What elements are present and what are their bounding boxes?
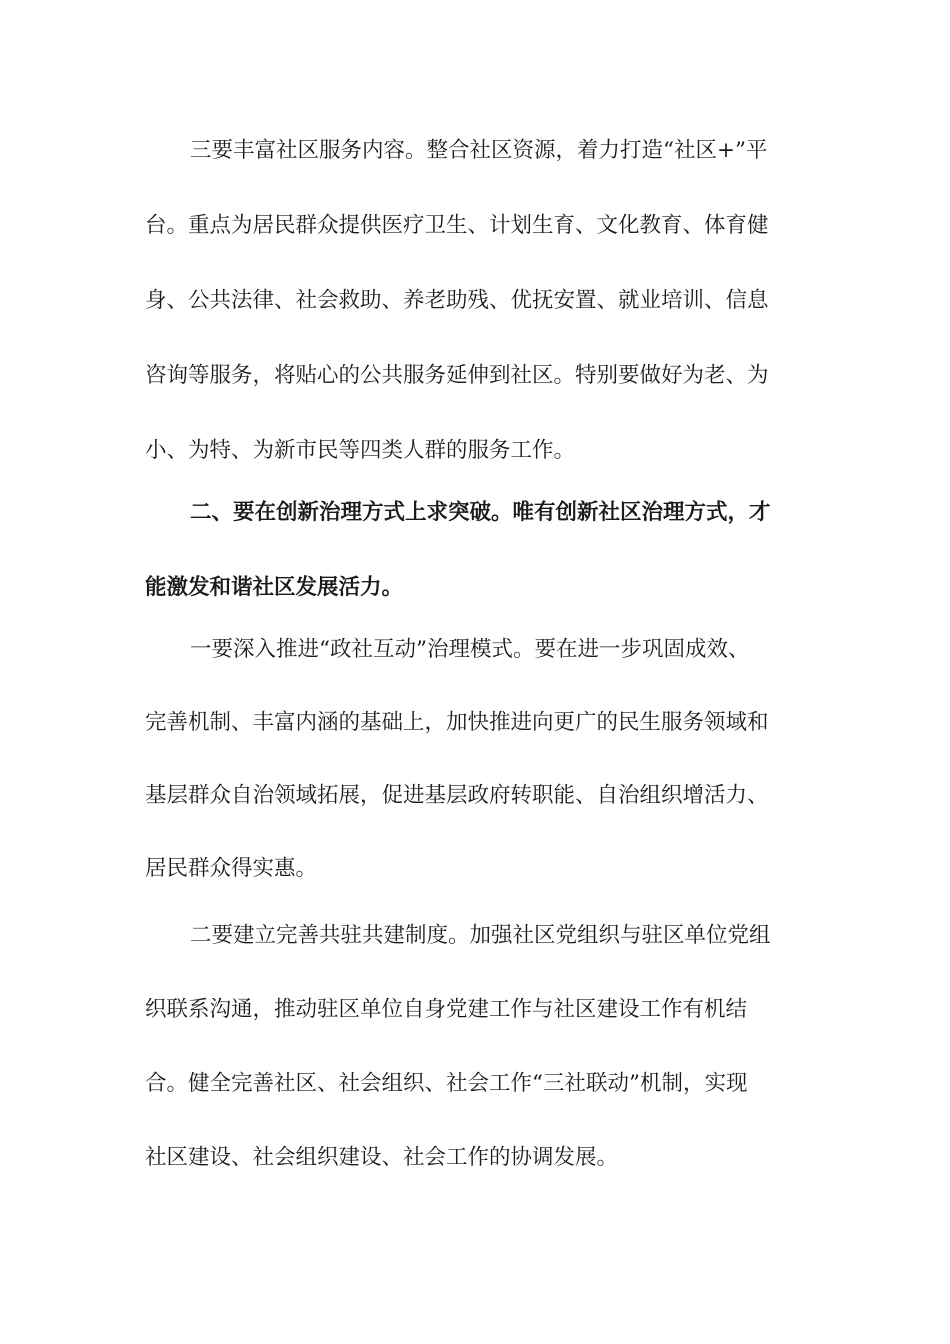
paragraph-1-line-3: 身、公共法律、社会救助、养老助残、优抚安置、就业培训、信息 bbox=[145, 288, 769, 313]
section-heading-line-2: 能激发和谐社区发展活力。 bbox=[145, 575, 404, 600]
paragraph-1-line-1: 三要丰富社区服务内容。整合社区资源，着力打造“社区+”平 bbox=[190, 138, 768, 163]
section-heading-line-1: 二、要在创新治理方式上求突破。唯有创新社区治理方式，才 bbox=[190, 500, 771, 525]
paragraph-1-line-4: 咨询等服务，将贴心的公共服务延伸到社区。特别要做好为老、为 bbox=[145, 363, 769, 388]
paragraph-3-line-1: 二要建立完善共驻共建制度。加强社区党组织与驻区单位党组 bbox=[190, 923, 771, 948]
paragraph-3-line-3: 合。健全完善社区、社会组织、社会工作“三社联动”机制，实现 bbox=[145, 1071, 748, 1096]
paragraph-2-line-4: 居民群众得实惠。 bbox=[145, 856, 318, 881]
paragraph-3-line-4: 社区建设、社会组织建设、社会工作的协调发展。 bbox=[145, 1145, 619, 1170]
paragraph-2-line-2: 完善机制、丰富内涵的基础上，加快推进向更广的民生服务领域和 bbox=[145, 710, 769, 735]
paragraph-3-line-2: 织联系沟通，推动驻区单位自身党建工作与社区建设工作有机结 bbox=[145, 997, 748, 1022]
paragraph-2-line-3: 基层群众自治领域拓展，促进基层政府转职能、自治组织增活力、 bbox=[145, 783, 769, 808]
paragraph-2-line-1: 一要深入推进“政社互动”治理模式。要在进一步巩固成效、 bbox=[190, 637, 750, 662]
paragraph-1-line-2: 台。重点为居民群众提供医疗卫生、计划生育、文化教育、体育健 bbox=[145, 213, 769, 238]
paragraph-1-line-5: 小、为特、为新市民等四类人群的服务工作。 bbox=[145, 438, 576, 463]
